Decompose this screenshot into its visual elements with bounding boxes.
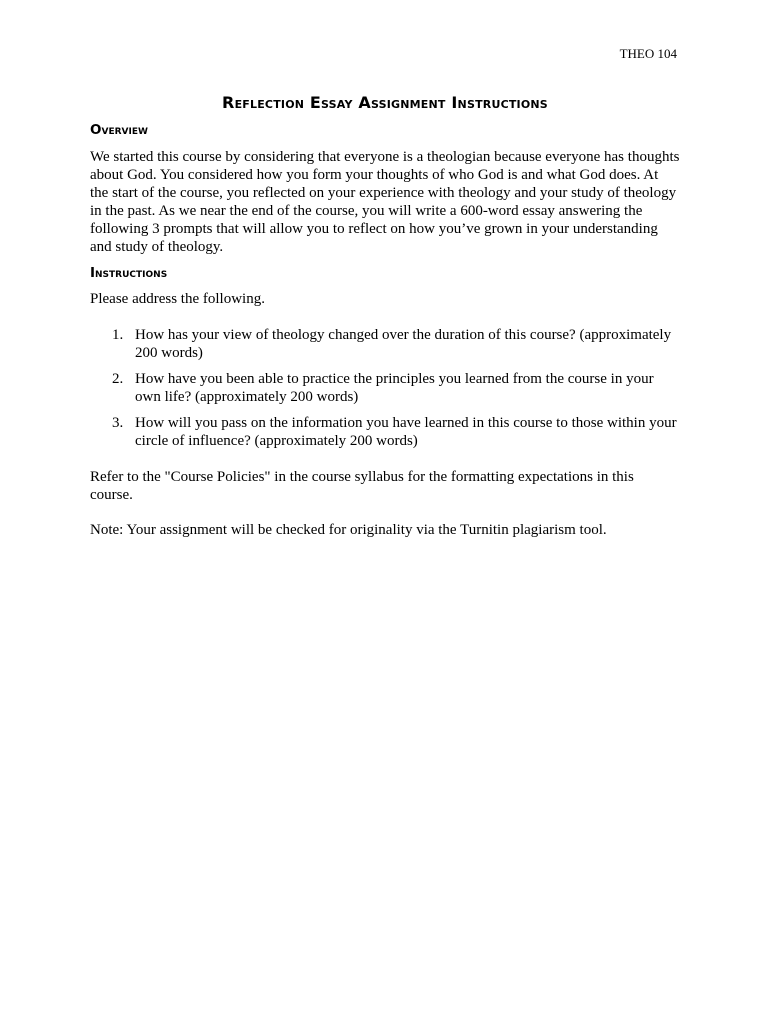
page-title: Reflection Essay Assignment Instructions bbox=[222, 93, 548, 112]
list-item bbox=[90, 414, 680, 450]
list-item bbox=[90, 370, 680, 406]
originality-note: Note: Your assignment will be checked for originality via the Turnitin plagiarism tool. bbox=[90, 522, 607, 538]
list-item-text: How have you been able to practice the principles you learned from the course in your own life? (approximately 200 words) bbox=[135, 371, 654, 405]
document-body bbox=[90, 92, 680, 539]
overview-paragraph: We started this course by considering that everyone is a theologian because everyone has thoughts about God. You considered how you form your thoughts of who God is and what God does. At the start of the course, you reflected on your experience with theology and your study of theology in the past. As we near the end of the course, you will write a 600-word essay answering the following 3 prompts that will allow you to reflect on how you’ve grown in your understanding and study of theology. bbox=[90, 149, 680, 255]
list-item bbox=[90, 326, 680, 362]
list-item-number: 1. bbox=[112, 327, 124, 343]
list-item-number: 3. bbox=[112, 415, 124, 431]
course-policies-note: Refer to the "Course Policies" in the course syllabus for the formatting expectations in this course. bbox=[90, 469, 634, 503]
prompt-list bbox=[90, 326, 680, 450]
course-code-header: THEO 104 bbox=[619, 46, 677, 61]
list-item-number: 2. bbox=[112, 371, 124, 387]
list-item-text: How has your view of theology changed over the duration of this course? (approximately 200 words) bbox=[135, 327, 672, 361]
list-item-text: How will you pass on the information you have learned in this course to those within your circle of influence? (approximately 200 words) bbox=[135, 415, 677, 449]
instructions-heading: Instructions bbox=[90, 265, 168, 281]
overview-heading: Overview bbox=[90, 122, 148, 138]
instructions-intro: Please address the following. bbox=[90, 291, 265, 307]
